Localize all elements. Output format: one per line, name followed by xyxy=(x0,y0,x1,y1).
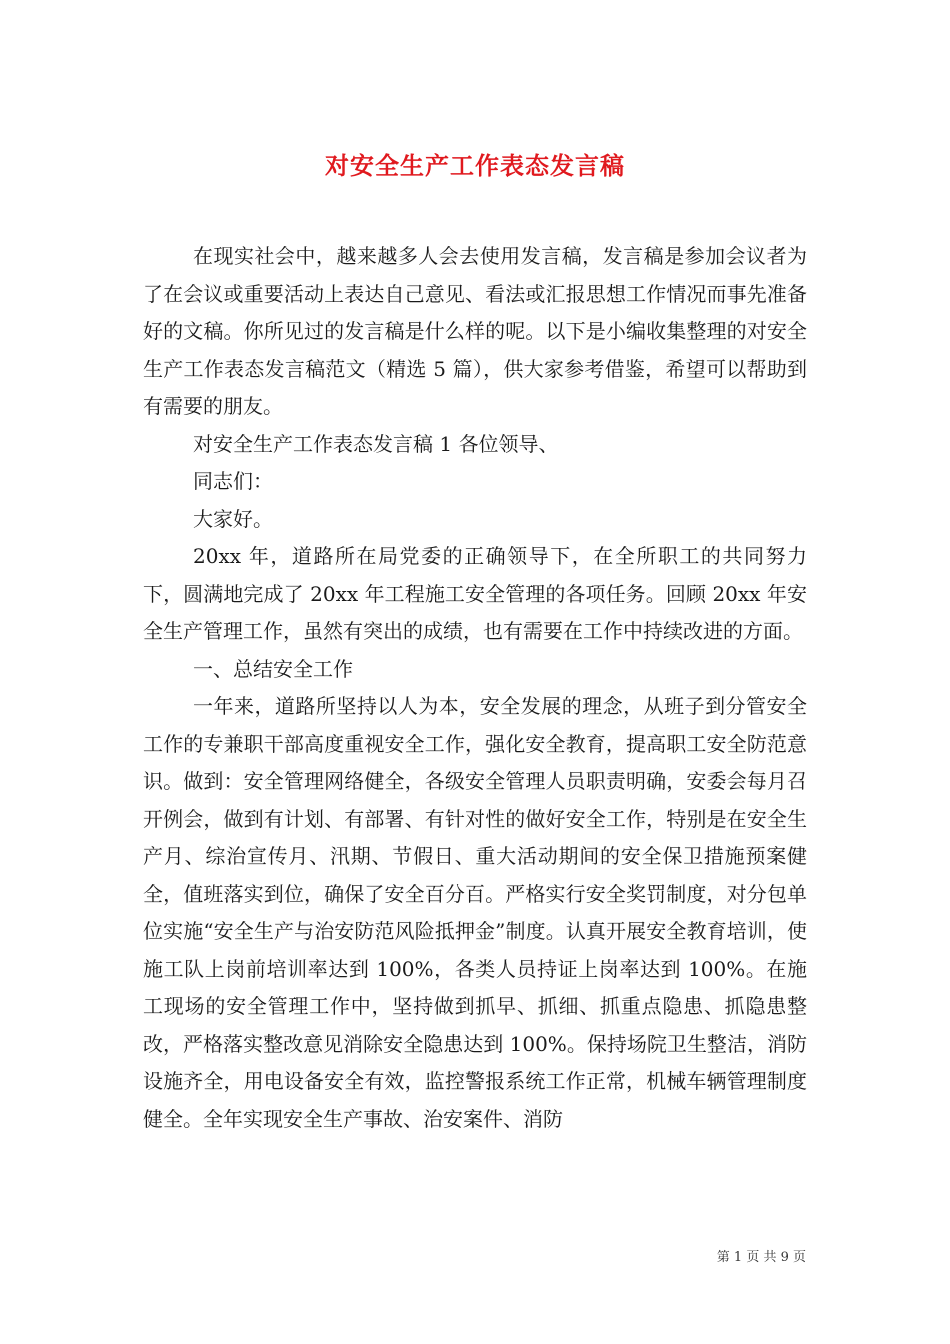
paragraph-greeting: 大家好。 xyxy=(193,506,273,531)
paragraph-overview: 20xx 年，道路所在局党委的正确领导下，在全所职工的共同努力下，圆满地完成了 20xx 年工程施工安全管理的各项任务。回顾 20xx 年安全生产管理工作，虽然有突出的成绩，也有需要在工作中持续改进的方面。 xyxy=(143,544,807,643)
paragraph-summary: 一年来，道路所坚持以人为本，安全发展的理念，从班子到分管安全工作的专兼职干部高度重视安全工作，强化安全教育，提高职工安全防范意识。做到：安全管理网络健全，各级安全管理人员职责明确，安委会每月召开例会，做到有计划、有部署、有针对性的做好安全工作，特别是在安全生产月、综治宣传月、汛期、节假日、重大活动期间的安全保卫措施预案健全，值班落实到位，确保了安全百分百。严格实行安全奖罚制度，对分包单位实施“安全生产与治安防范风险抵押金”制度。认真开展安全教育培训，使施工队上岗前培训率达到 100%，各类人员持证上岗率达到 100%。在施工现场的安全管理工作中，坚持做到抓早、抓细、抓重点隐患、抓隐患整改，严格落实整改意见消除安全隐患达到 100%。保持场院卫生整洁，消防设施齐全，用电设备安全有效，监控警报系统工作正常，机械车辆管理制度健全。全年实现安全生产事故、治安案件、消防 xyxy=(143,694,807,1131)
page-title: 对安全生产工作表态发言稿 xyxy=(325,151,625,181)
page-number-footer: 第 1 页 共 9 页 xyxy=(716,1250,806,1265)
paragraph-salutation: 同志们： xyxy=(193,469,273,493)
section-heading-summary: 一、总结安全工作 xyxy=(193,656,353,681)
paragraph-speech-heading: 对安全生产工作表态发言稿 1 各位领导、 xyxy=(193,431,559,456)
paragraph-intro: 在现实社会中，越来越多人会去使用发言稿，发言稿是参加会议者为了在会议或重要活动上表达自己意见、看法或汇报思想工作情况而事先准备好的文稿。你所见过的发言稿是什么样的呢。以下是小编收集整理的对安全生产工作表态发言稿范文（精选 5 篇），供大家参考借鉴，希望可以帮助到有需要的朋友。 xyxy=(143,244,807,418)
document-body xyxy=(143,238,807,1138)
